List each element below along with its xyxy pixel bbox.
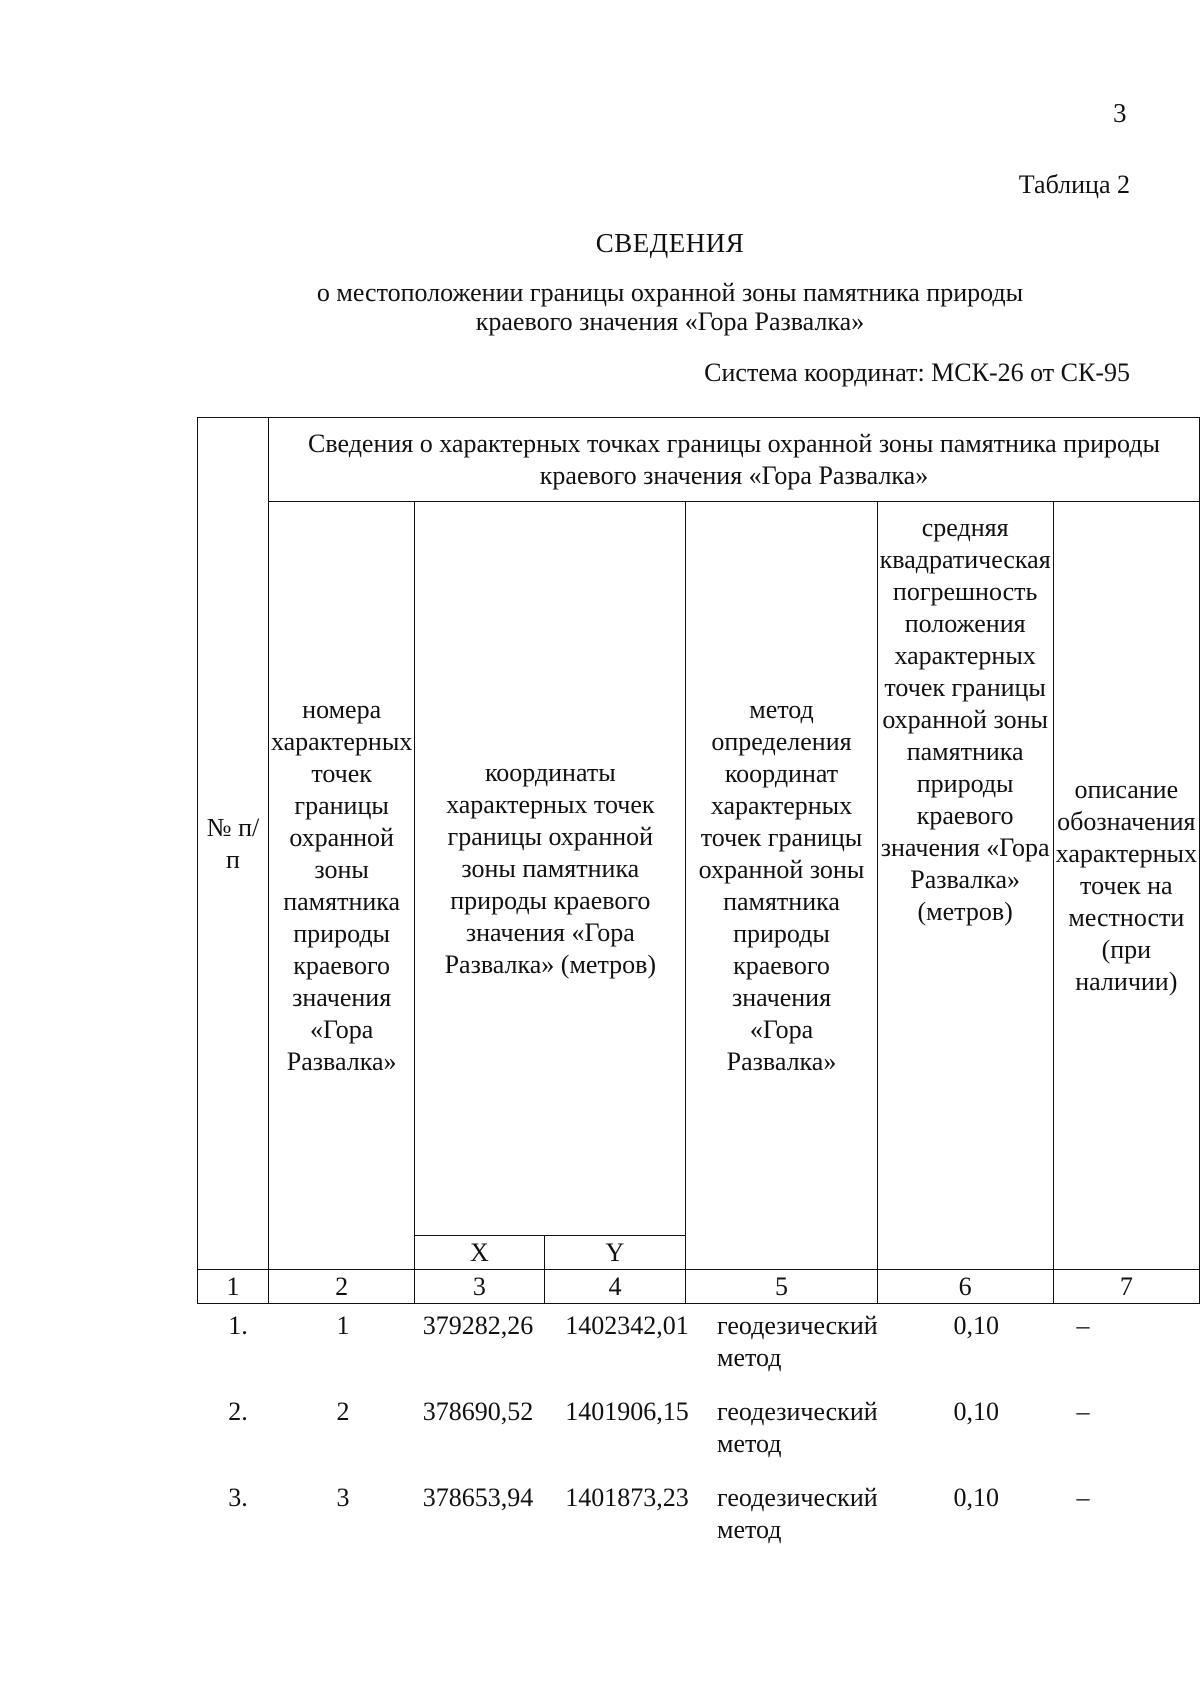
header-x: X [415,1236,544,1270]
row-number: 2. [228,1397,248,1426]
row-error: 0,10 [953,1397,999,1426]
header-index-2: 2 [268,1270,414,1304]
row-y: 1402342,01 [565,1311,689,1340]
table-row [197,1482,1139,1568]
row-description: – [1076,1397,1090,1426]
row-point: 2 [336,1397,350,1426]
header-index-6: 6 [877,1270,1053,1304]
page-number: 3 [1113,98,1127,128]
row-x: 378653,94 [422,1483,534,1512]
row-description: – [1076,1311,1090,1340]
table-row [197,1396,1139,1482]
header-y: Y [544,1236,686,1270]
document-title: СВЕДЕНИЯ [595,228,745,258]
row-description: – [1076,1483,1090,1512]
row-method: геодезический метод [717,1397,878,1458]
document-subtitle [255,278,1085,336]
subtitle-line-2: краевого значения «Гора Развалка» [475,307,865,336]
row-method: геодезический метод [717,1311,878,1372]
subtitle-line-1: о местоположении границы охранной зоны памятника природы [316,278,1024,307]
row-point: 1 [336,1311,350,1340]
header-index-7: 7 [1053,1270,1199,1304]
header-method: метод определения координат характерных точек границы охранной зоны памятника природы краевого значения «Гора Развалка» [686,502,877,1270]
header-table [197,417,1200,1304]
row-number: 3. [228,1483,248,1512]
table-label: Таблица 2 [1018,170,1130,199]
header-index-4: 4 [544,1270,686,1304]
header-index-1: 1 [198,1270,269,1304]
header-group-title: Сведения о характерных точках границы охранной зоны памятника природы краевого значения «Гора Развалка» [268,418,1199,502]
row-point: 3 [336,1483,350,1512]
header-error: средняя квадратическая погрешность положения характерных точек границы охранной зоны памятника природы краевого значения «Гора Развалка» (метров) [877,502,1053,1270]
row-x: 378690,52 [422,1397,534,1426]
header-coordinates: координаты характерных точек границы охранной зоны памятника природы краевого значения «Гора Развалка» (метров) [415,502,686,1236]
row-error: 0,10 [953,1483,999,1512]
coordinate-system: Система координат: МСК-26 от СК-95 [704,358,1130,387]
header-index-5: 5 [686,1270,877,1304]
table-row [197,1310,1139,1396]
row-method: геодезический метод [717,1483,878,1544]
header-number-cell: № п/п [198,418,269,1270]
row-error: 0,10 [953,1311,999,1340]
header-description: описание обозначения характерных точек на местности (при наличии) [1053,502,1199,1270]
row-x: 379282,26 [422,1311,534,1340]
header-point-numbers: номера характерных точек границы охранной зоны памятника природы краевого значения «Гора Развалка» [268,502,414,1270]
row-y: 1401873,23 [565,1483,689,1512]
data-table [197,1310,1139,1568]
row-number: 1. [228,1311,248,1340]
header-index-3: 3 [415,1270,544,1304]
row-y: 1401906,15 [565,1397,689,1426]
